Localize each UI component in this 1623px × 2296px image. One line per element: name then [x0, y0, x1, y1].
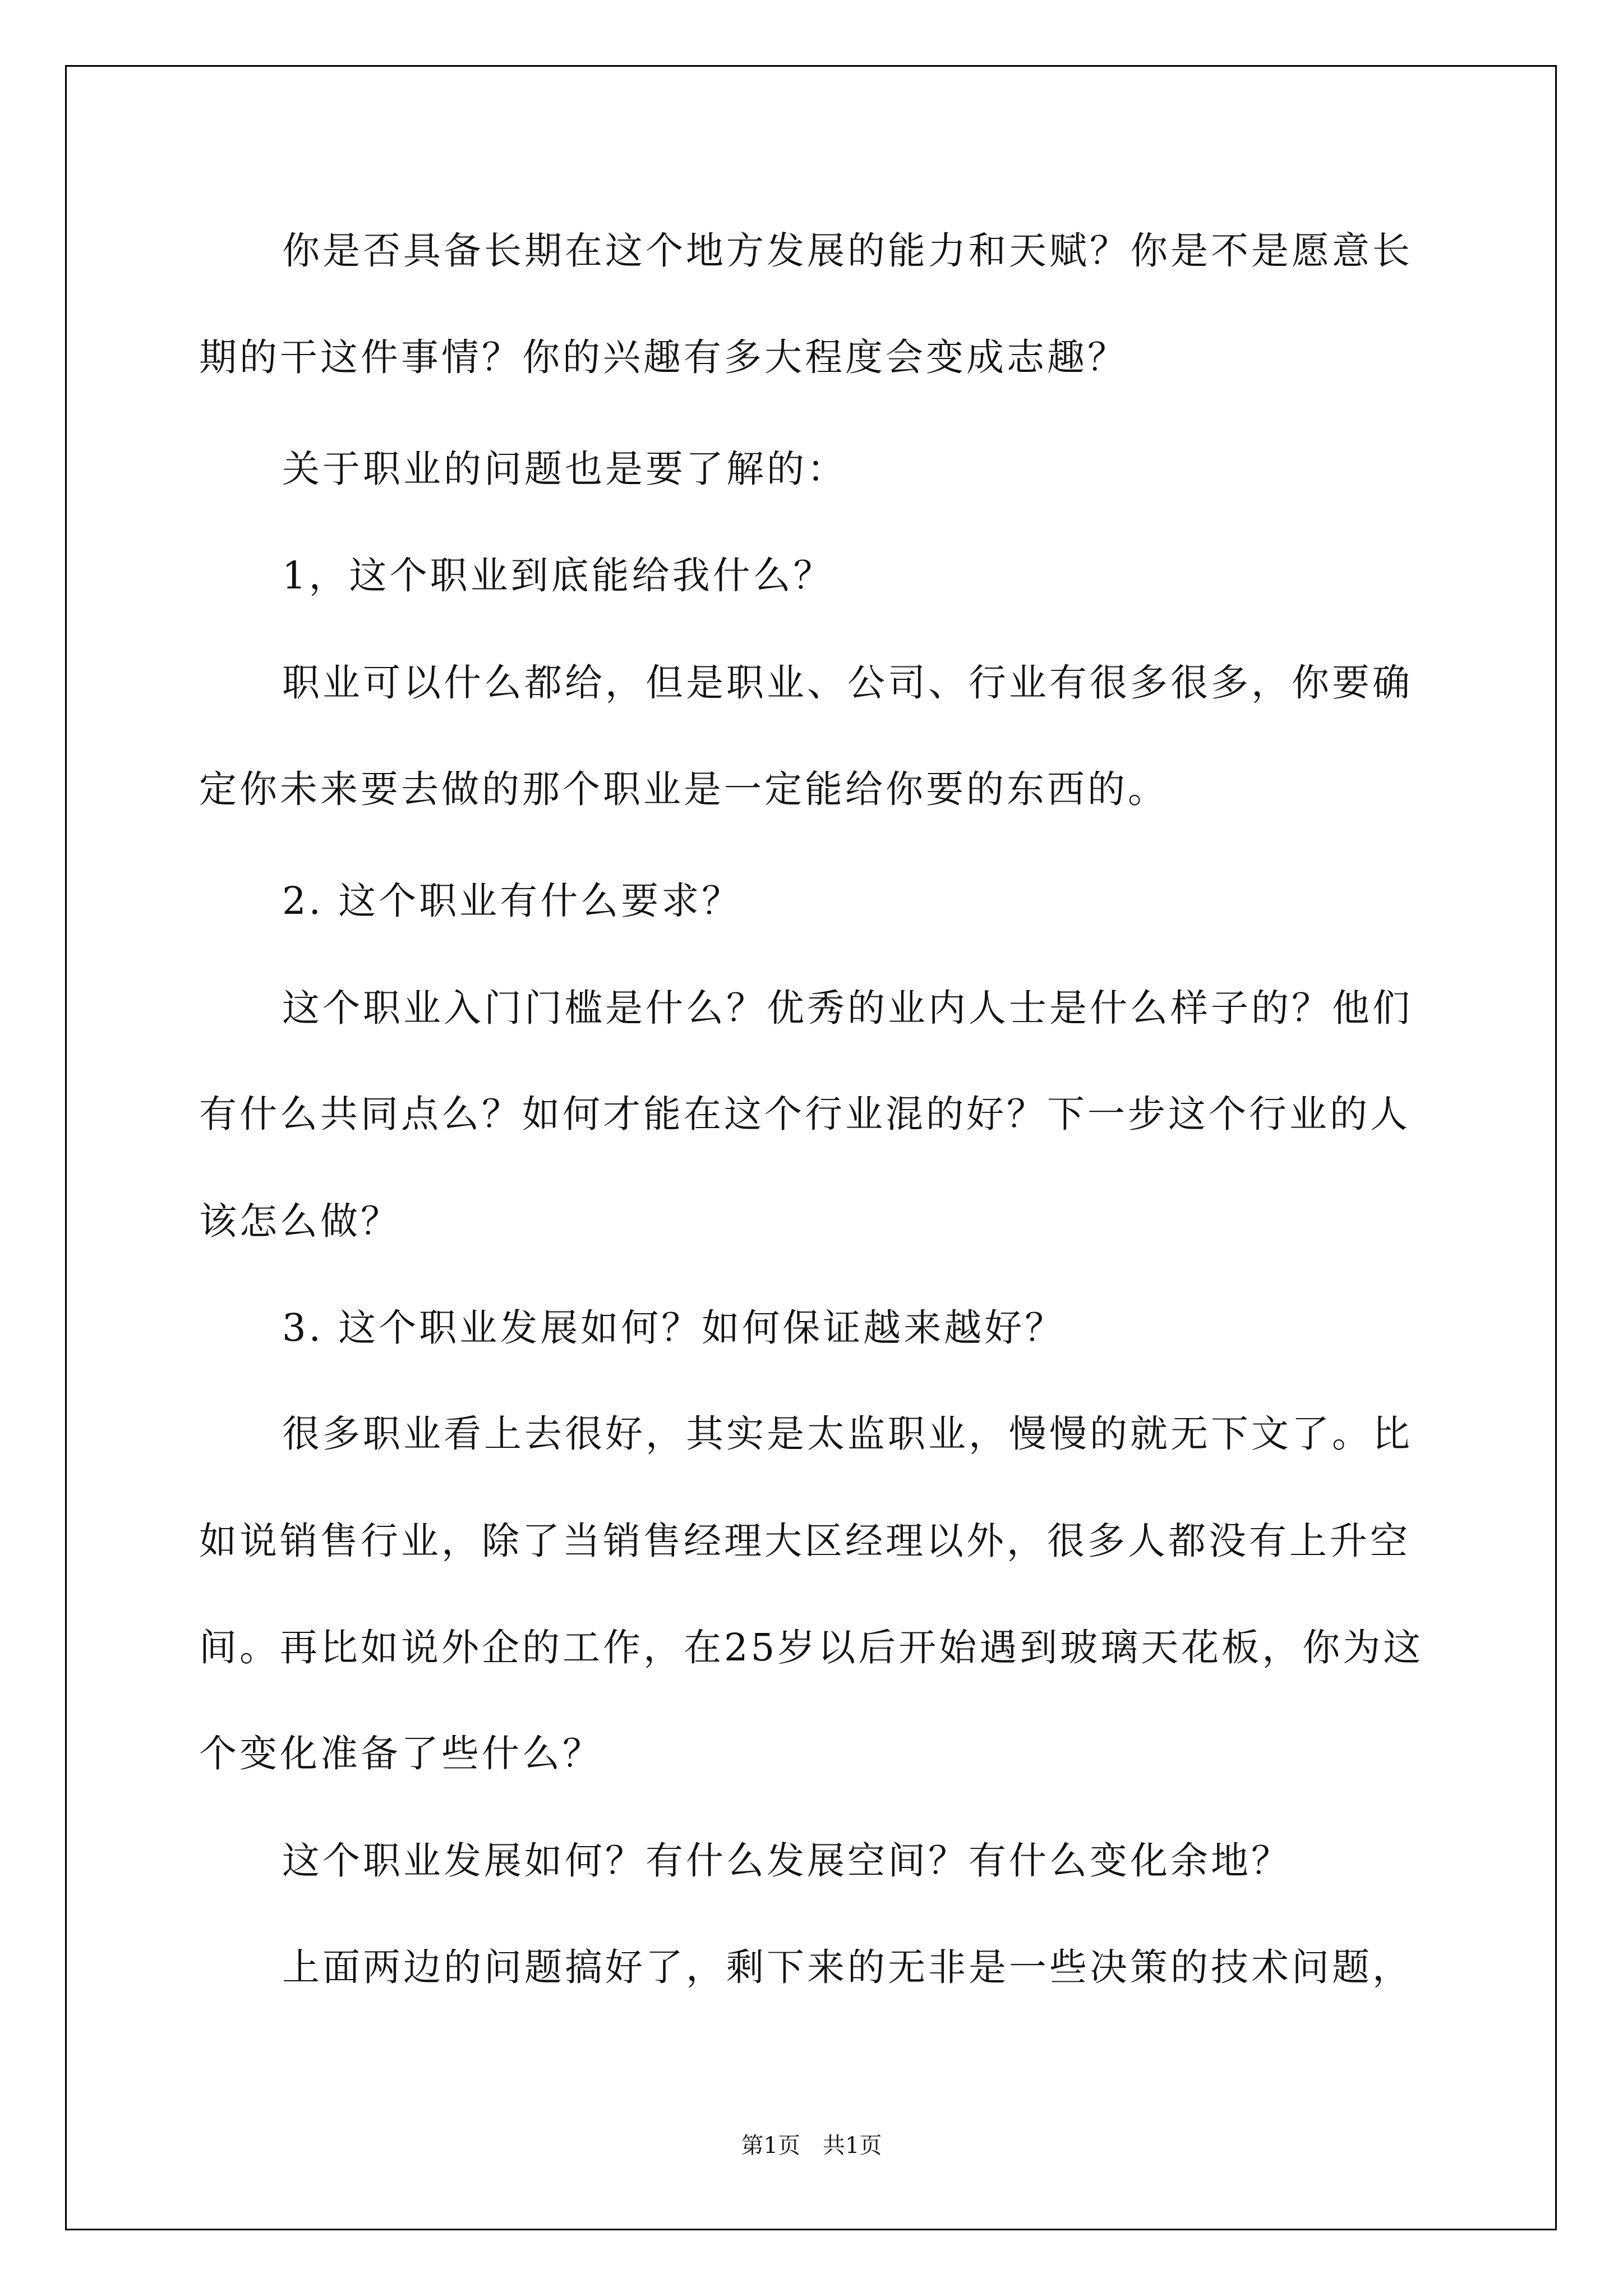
paragraph-line: 定你未来要去做的那个职业是一定能给你要的东西的。	[199, 767, 1168, 811]
paragraph-line: 你是否具备长期在这个地方发展的能力和天赋？你是不是愿意长	[282, 229, 1413, 273]
page-border	[65, 65, 1557, 2230]
paragraph-line: 1，这个职业到底能给我什么？	[282, 554, 834, 597]
paragraph-line: 这个职业发展如何？有什么发展空间？有什么变化余地？	[282, 1839, 1292, 1883]
paragraph-line: 如说销售行业，除了当销售经理大区经理以外，很多人都没有上升空	[199, 1519, 1410, 1563]
paragraph-line: 3. 这个职业发展如何？如何保证越来越好？	[282, 1306, 1066, 1350]
paragraph-line: 职业可以什么都给，但是职业、公司、行业有很多很多，你要确	[282, 661, 1413, 705]
paragraph-line: 期的干这件事情？你的兴趣有多大程度会变成志趣？	[199, 335, 1128, 379]
paragraph-line: 很多职业看上去很好，其实是太监职业，慢慢的就无下文了。比	[282, 1412, 1413, 1456]
page-number-footer: 第1页 共1页	[741, 2133, 882, 2159]
paragraph-line: 上面两边的问题搞好了，剩下来的无非是一些决策的技术问题，	[282, 1945, 1413, 1989]
paragraph-line: 这个职业入门门槛是什么？优秀的业内人士是什么样子的？他们	[282, 986, 1413, 1030]
paragraph-line: 有什么共同点么？如何才能在这个行业混的好？下一步这个行业的人	[199, 1092, 1410, 1136]
paragraph-line: 关于职业的问题也是要了解的：	[282, 447, 847, 491]
paragraph-line: 2. 这个职业有什么要求？	[282, 879, 743, 923]
paragraph-line: 间。再比如说外企的工作，在25岁以后开始遇到玻璃天花板，你为这	[199, 1626, 1424, 1669]
paragraph-line: 该怎么做？	[199, 1199, 401, 1243]
paragraph-line: 个变化准备了些什么？	[199, 1732, 603, 1775]
